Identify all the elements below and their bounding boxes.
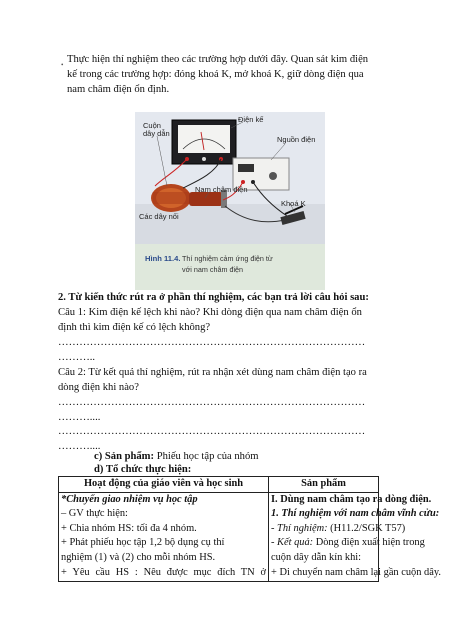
label-power: Nguồn điện [277,135,316,144]
table-row [59,492,379,581]
organize-label: d) Tổ chức thực hiện: [94,464,192,475]
table-header-row [59,477,379,493]
label-electromagnet: Nam châm điện [195,185,248,194]
answer-dots-3-end: ……….... [58,441,101,452]
result-label: - Kết quả: [271,537,314,549]
product-value: Phiếu học tập của nhóm [154,451,259,462]
activity-line-3: + Chia nhóm HS: tối đa 4 nhóm. [61,522,197,534]
activity-line-6: + Yêu cầu HS : Nêu được mục đích TN ở [61,566,266,578]
label-galvanometer: Điện kế [238,115,264,124]
activity-line-5: nghiệm (1) và (2) cho mỗi nhóm HS. [61,551,216,563]
question-2-line-2: dòng điện khi nào? [58,382,139,393]
answer-dots-2: …………………………………………………………………………… [58,397,366,408]
intro-line-3: nam châm điện ổn định. [67,84,170,95]
section-2-heading: 2. Từ kiến thức rút ra ở phần thí nghiệm, các bạn trả lời câu hỏi sau: [58,292,369,303]
product-line-2: 1. Thí nghiệm với nam châm vĩnh cửu: [271,508,440,520]
experiment-label: - Thí nghiệm: [271,522,328,534]
answer-dots-1-end: ……….. [58,352,96,363]
answer-dots-1: …………………………………………………………………………… [58,337,366,348]
experiment-ref: (H11.2/SGK T57) [327,522,406,534]
label-coil: Cuộn [143,121,161,130]
intro-line-1: Thực hiện thí nghiệm theo các trường hợp dưới đây. Quan sát kim điện [67,54,369,65]
label-switch: Khoá K [281,199,306,208]
activity-cell [59,492,269,581]
label-wires: Các dây nối [139,212,179,221]
product-line-6: + Di chuyển nam châm lại gần cuộn dây. [271,566,441,578]
question-1-line-1: Câu 1: Kim điện kế lệch khi nào? Khi dòng điện qua nam châm điện ổn [58,307,362,318]
activity-line-4: + Phát phiếu học tập 1,2 bộ dụng cụ thí [61,537,225,549]
product-line-5: cuộn dây dẫn kín khi: [271,551,362,563]
product-line-3 [271,522,406,537]
product-cell [269,492,441,581]
activity-line-1: *Chuyển giao nhiệm vụ học tập [61,493,198,505]
figure-number: Hình 11.4. [145,254,181,263]
bullet-marker: • [61,61,64,69]
question-1-line-2: định thì kim điện kế có lệch không? [58,322,211,333]
intro-line-2: kế trong các trường hợp: đóng khoá K, mở khoá K, giữ dòng điện qua [67,69,364,80]
answer-dots-2-end: ……….... [58,412,101,423]
label-coil-2: dây dẫn [143,129,170,138]
result-text: Dòng điện xuất hiện trong [313,537,425,549]
answer-dots-3: …………………………………………………………………………… [58,426,366,437]
question-2-line-1: Câu 2: Từ kết quả thí nghiệm, rút ra nhận xét dùng nam châm điện tạo ra [58,367,367,378]
product-line-1: I. Dùng nam châm tạo ra dòng điện. [271,493,432,505]
header-activity: Hoạt động của giáo viên và học sinh [59,477,269,493]
product-label: c) Sản phẩm: [94,451,155,462]
figure-caption-line-1: Thí nghiệm cảm ứng điện từ [182,254,273,263]
activity-line-2: – GV thực hiện: [61,508,128,520]
product-line-4 [271,536,425,551]
header-product: Sản phẩm [269,477,379,493]
experiment-figure [135,112,325,290]
figure-caption-line-2: với nam châm điện [182,265,244,274]
activity-table [58,476,441,582]
